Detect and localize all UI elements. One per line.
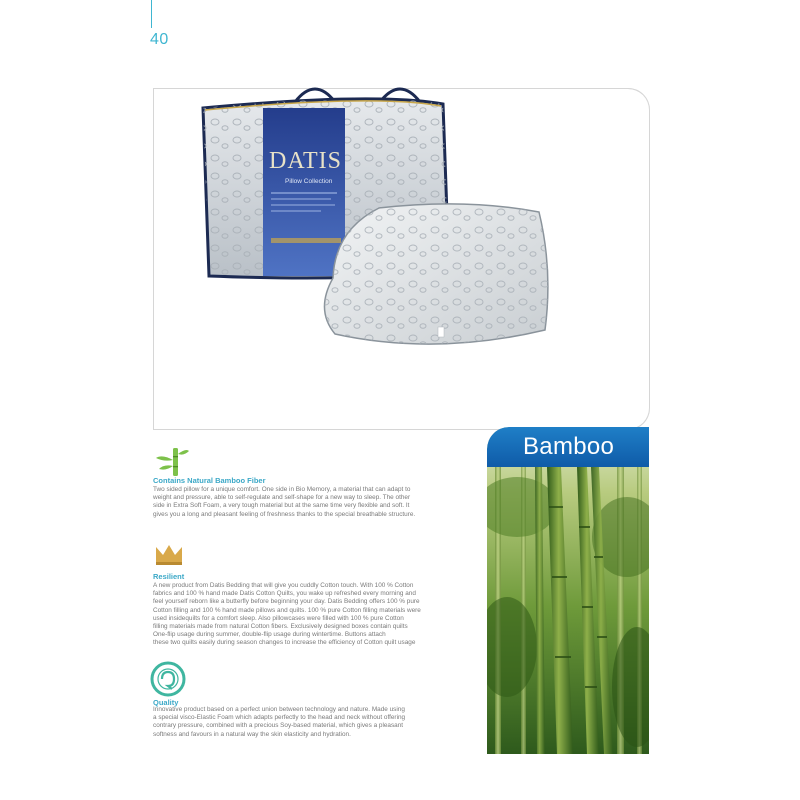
- photo-frame-corner: [628, 88, 650, 430]
- page-number: 40: [150, 31, 169, 48]
- bamboo-forest-image: [487, 467, 649, 754]
- feature-title: Quality: [153, 698, 179, 707]
- feature-text: A new product from Datis Bedding that will give you cuddly Cotton touch. With 100 % Cotton fabrics and 100 % hand made Datis Cotton Quilts, you wake up refreshed every morning and feel yourself reborn like a butterfly before beginning your day. Datis Bedding offers 100 % pure Cotton filling and 100 % hand made pillows and quilts. 100 % pure Cotton filling materials were used insidequilts for a comfort sleep. Also pillowcases were filled with 100 % pure Cotton filling materials made from natural Cotton fibers. Exclusively designed boxes contain quilts One-flip usage during summer, double-flip usage during wintertime. Buttons attach these two quilts easily during season changes to increase the efficiency of Cotton quilt usage: [153, 582, 421, 647]
- bamboo-panel: [487, 427, 649, 754]
- brand-logo: DATIS: [269, 148, 343, 174]
- feature-text: Innovative product based on a perfect union between technology and nature. Made using a special visco-Elastic Foam which adapts perfectly to the head and neck without offering contrary pressure, combined with a precious Soy-based material, which gives a pleasant softness and favours in a natural way the skin elasticity and hydration.: [153, 706, 406, 738]
- product-photo: [165, 80, 615, 380]
- collection-label: Pillow Collection: [285, 178, 333, 185]
- page-rule: [151, 0, 152, 28]
- feature-title: Resilient: [153, 572, 185, 581]
- feature-title: Contains Natural Bamboo Fiber: [153, 476, 266, 485]
- quality-certificate-icon: [150, 661, 186, 697]
- crown-icon: [154, 543, 184, 567]
- bamboo-leaf-icon: [154, 444, 190, 478]
- feature-text: Two sided pillow for a unique comfort. One side in Bio Memory, a material that can adapt to weight and pressure, able to self-regulate and self-shape for a new way to sleep. The other side in Extra Soft Foam, a very tough material but at the same time very flexible and soft. It gives you a long and pleasant feeling of freshness thanks to the special breathable structure.: [153, 486, 416, 518]
- bamboo-title: Bamboo: [523, 433, 615, 460]
- bamboo-header: [487, 427, 649, 467]
